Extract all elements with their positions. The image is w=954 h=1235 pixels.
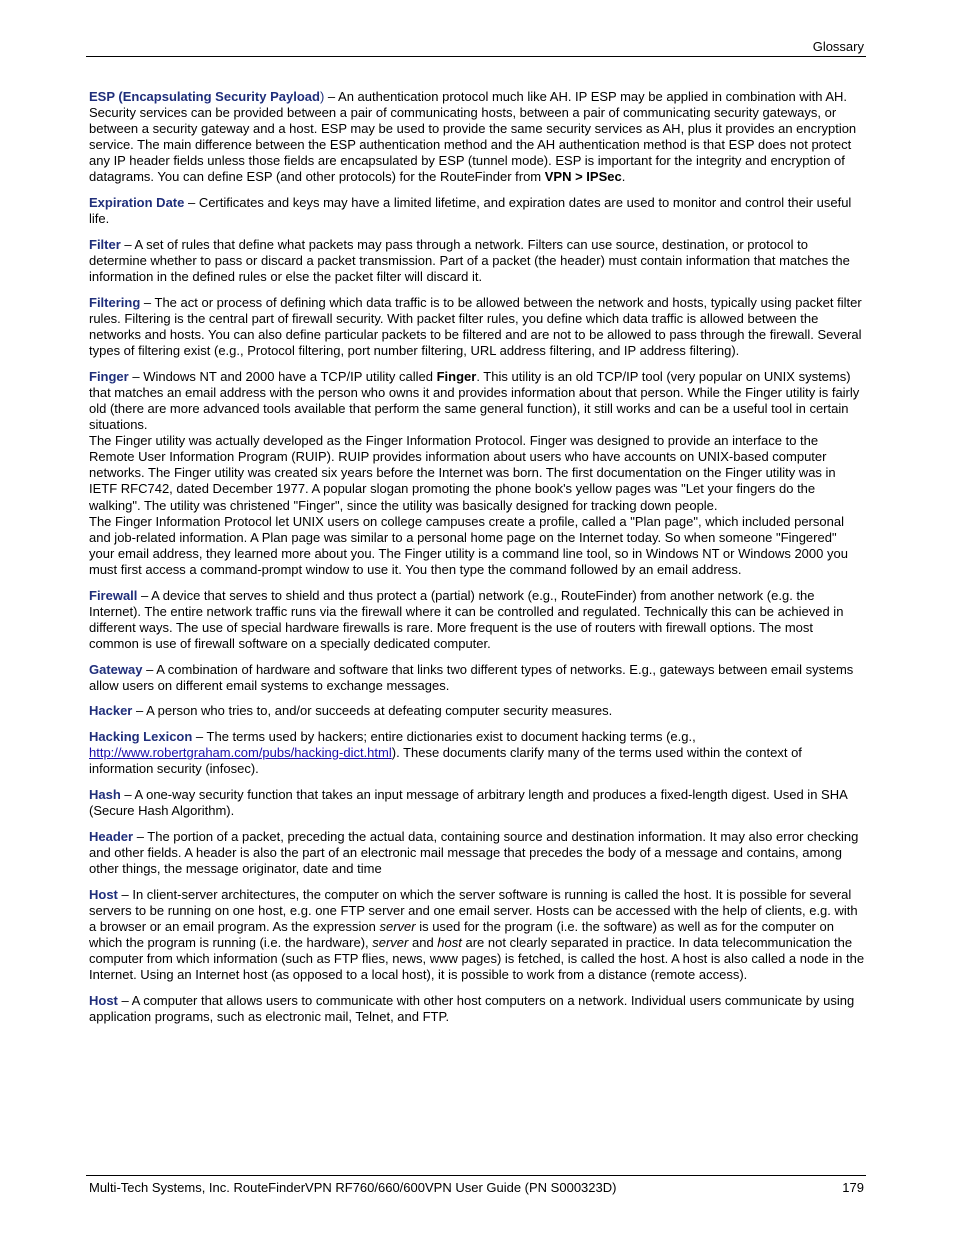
term: Hacker xyxy=(89,703,133,719)
glossary-entry-host-1 xyxy=(89,887,865,984)
glossary-entry-gateway xyxy=(89,662,865,694)
definition: – A device that serves to shield and thus protect a (partial) network (e.g., RouteFinder) from another network (e.g. the Internet). The entire network traffic runs via the firewall where it can be controlled and regulated. Technically this can be achieved in different ways. The use of special hardware firewalls is rare. More frequent is the use of routers with firewall options. The most common is use of firewall software on a specially dedicated computer. xyxy=(89,587,844,651)
menu-path: VPN > IPSec xyxy=(544,169,622,185)
term: Host xyxy=(89,992,118,1008)
glossary-entry-esp xyxy=(89,89,865,186)
term-close-paren: ) xyxy=(319,89,325,104)
finger-paragraph-3: The Finger Information Protocol let UNIX users on college campuses create a profile, called a "Plan page", which included personal and job-related information. A Plan page was similar to a personal home page on the Internet today. So when someone "Fingered" your email address, they learned more about you. The Finger utility is a command line tool, so in Windows NT or Windows 2000 you must first access a command-prompt window to use it. You then type the command followed by an email address. xyxy=(89,513,848,577)
definition-end: . xyxy=(621,169,626,185)
glossary-entry-filtering xyxy=(89,295,865,359)
definition: – A one-way security function that takes an input message of arbitrary length and produces a fixed-length digest. Used in SHA (Secure Hash Algorithm). xyxy=(89,786,848,818)
definition: – A set of rules that define what packets may pass through a network. Filters can use source, destination, or protocol to determine whether to pass or discard a packet transmission. Part of a packet (the header) must contain information that matches the information in the defined rules or else the packet filter will discard it. xyxy=(89,236,850,285)
glossary-entry-hacking-lexicon xyxy=(89,729,865,777)
term: Expiration Date xyxy=(89,195,185,211)
definition: – A combination of hardware and software that links two different types of networks. E.g., gateways between email systems allow users on different email systems to exchange messages. xyxy=(89,661,854,693)
term: ESP (Encapsulating Security Payload xyxy=(89,89,320,104)
italic-server-2: server xyxy=(372,934,409,950)
definition-part-4: are not clearly separated in practice. In data telecommunication the computer from which information (such as FTP flies, news, www pages) is fetched, is called the host. A host is also called a node in the Internet. Using an Internet host (as opposed to a local host), it is possible to work from a distance (remote access). xyxy=(89,934,865,983)
term: Header xyxy=(89,828,134,844)
definition: – Windows NT and 2000 have a TCP/IP utility called xyxy=(128,368,437,384)
definition: – An authentication protocol much like AH. IP ESP may be applied in combination with AH. Security services can be provided between a pair of communicating hosts, between a pair of communicating security gateways, or between a security gateway and a host. ESP may be used to provide the same security services as AH, plus it provides an encryption service. The main difference between the ESP authentication method and the AH authentication method is that ESP does not protect any IP header fields unless those fields are encapsulated by ESP (tunnel mode). ESP is important for the integrity and encryption of datagrams. You can define ESP (and other protocols) for the RouteFinder from xyxy=(89,89,857,185)
footer-document-title: Multi-Tech Systems, Inc. RouteFinderVPN RF760/660/600VPN User Guide (PN S000323D) xyxy=(89,1180,617,1195)
glossary-entry-hash xyxy=(89,787,865,819)
glossary-entry-finger xyxy=(89,369,865,578)
definition: – A person who tries to, and/or succeeds at defeating computer security measures. xyxy=(132,703,613,719)
term: Filtering xyxy=(89,294,141,310)
italic-server: server xyxy=(379,918,416,934)
definition-continued: . This utility is an old TCP/IP tool (very popular on UNIX systems) that matches an email address with the person who owns it and provides information about that person. While the Finger utility is fairly old (there are more advanced tools available that perform the same general function), it still works and can be a useful tool in certain situations. xyxy=(89,368,860,433)
finger-paragraph-2: The Finger utility was actually developed as the Finger Information Protocol. Finger was designed to provide an interface to the Remote User Information Program (RUIP). RUIP provides information about users who have accounts on UNIX-based computer networks. The Finger utility was created six years before the Internet was born. The first documentation on the Finger utility was in IETF RFC742, dated December 1977. A popular slogan promoting the phone book's yellow pages was "Let your fingers do the walking". The utility was christened "Finger", since the utility was basically designed for tracking down people. xyxy=(89,433,836,513)
page-footer xyxy=(86,1175,866,1195)
definition: – Certificates and keys may have a limited lifetime, and expiration dates are used to monitor and control their useful life. xyxy=(89,195,852,227)
glossary-entry-filter xyxy=(89,237,865,285)
hacking-dict-link[interactable]: http://www.robertgraham.com/pubs/hacking-dict.html xyxy=(89,745,392,761)
page-number: 179 xyxy=(842,1180,864,1195)
section-title: Glossary xyxy=(812,39,864,54)
glossary-entry-firewall xyxy=(89,588,865,652)
term: Firewall xyxy=(89,587,138,603)
finger-bold: Finger xyxy=(436,368,477,384)
definition: – The portion of a packet, preceding the actual data, containing source and destination information. It may also error checking and other fields. A header is also the part of an electronic mail message that precedes the body of a message and contains, among other things, the message originator, date and time xyxy=(89,828,859,876)
italic-host: host xyxy=(437,934,462,950)
glossary-entry-header xyxy=(89,829,865,877)
definition: – The act or process of defining which data traffic is to be allowed between the network and hosts, typically using packet filter rules. Filtering is the central part of firewall security. With packet filter rules, you define which data traffic is allowed between the networks and hosts. You can also define particular packets to be filtered and are not to be allowed to pass through the firewall. Several types of filtering exist (e.g., Protocol filtering, port number filtering, URL address filtering, and IP address filtering). xyxy=(89,294,862,359)
glossary-entry-hacker xyxy=(89,703,865,719)
definition: – In client-server architectures, the computer on which the server software is running is called the host. It is possible for several servers to be running on one host, e.g. one FTP server and one email server. Hosts can be accessed with the help of clients, e.g. with a browser or an email program. As the expression xyxy=(89,886,858,934)
glossary-content xyxy=(89,89,865,1035)
page-header xyxy=(86,38,866,57)
definition-part-2: is used for the program (i.e. the software) as well as for the computer on which the program is running (i.e. the hardware), xyxy=(89,918,834,950)
term: Finger xyxy=(89,368,129,384)
glossary-entry-expiration-date xyxy=(89,195,865,227)
definition: – The terms used by hackers; entire dictionaries exist to document hacking terms (e.g., xyxy=(192,729,696,745)
definition-part-3: and xyxy=(408,934,438,950)
term: Filter xyxy=(89,236,121,252)
term: Gateway xyxy=(89,661,143,677)
term: Hash xyxy=(89,786,121,802)
definition: – A computer that allows users to communicate with other host computers on a network. Individual users communicate by using application programs, such as electronic mail, Telnet, and FTP. xyxy=(89,992,855,1024)
definition-continued: ). These documents clarify many of the terms used within the context of information security (infosec). xyxy=(89,745,802,777)
term: Hacking Lexicon xyxy=(89,729,193,745)
glossary-entry-host-2 xyxy=(89,993,865,1025)
term: Host xyxy=(89,886,118,902)
